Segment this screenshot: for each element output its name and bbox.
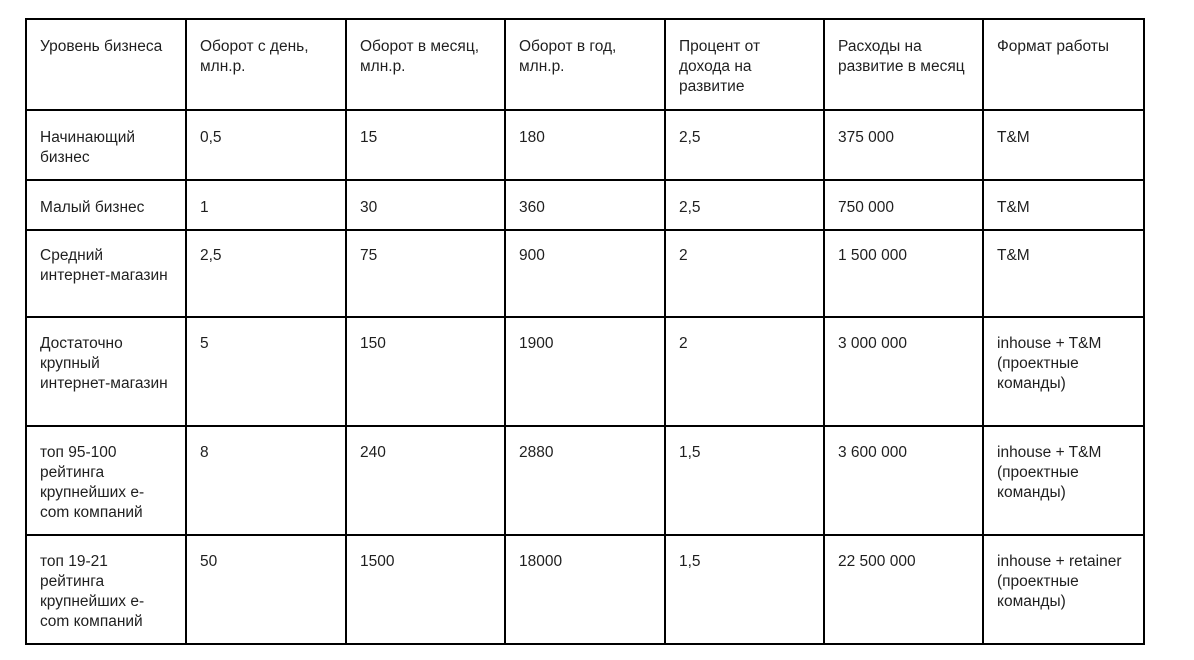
table-cell: топ 95-100 рейтинга крупнейших e-com компаний (26, 426, 186, 535)
table-row (26, 317, 1144, 426)
table-cell: T&M (983, 180, 1144, 230)
table-cell: 900 (505, 230, 665, 317)
table-cell: 1900 (505, 317, 665, 426)
header-cell-daily-turnover: Оборот с день, млн.р. (186, 19, 346, 110)
business-levels-table-wrapper (25, 18, 1145, 645)
table-cell: 5 (186, 317, 346, 426)
table-cell: 2,5 (665, 110, 824, 180)
table-cell: 150 (346, 317, 505, 426)
table-row (26, 426, 1144, 535)
table-cell: Достаточно крупный интернет-магазин (26, 317, 186, 426)
table-cell: 1500 (346, 535, 505, 644)
table-cell: inhouse + retainer (проектные команды) (983, 535, 1144, 644)
table-cell: 750 000 (824, 180, 983, 230)
table-cell: 3 000 000 (824, 317, 983, 426)
table-cell: 375 000 (824, 110, 983, 180)
table-cell: 2 (665, 230, 824, 317)
table-cell: топ 19-21 рейтинга крупнейших e-com компаний (26, 535, 186, 644)
table-cell: 18000 (505, 535, 665, 644)
table-cell: 15 (346, 110, 505, 180)
header-cell-monthly-turnover: Оборот в месяц, млн.р. (346, 19, 505, 110)
table-cell: 1 500 000 (824, 230, 983, 317)
header-cell-development-expenses: Расходы на развитие в месяц (824, 19, 983, 110)
table-cell: T&M (983, 110, 1144, 180)
header-cell-business-level: Уровень бизнеса (26, 19, 186, 110)
table-cell: 0,5 (186, 110, 346, 180)
table-row (26, 110, 1144, 180)
table-cell: 22 500 000 (824, 535, 983, 644)
header-cell-work-format: Формат работы (983, 19, 1144, 110)
table-cell: 2,5 (665, 180, 824, 230)
table-cell: Начинающий бизнес (26, 110, 186, 180)
table-cell: 3 600 000 (824, 426, 983, 535)
table-cell: 1 (186, 180, 346, 230)
table-cell: 8 (186, 426, 346, 535)
header-cell-development-percent: Процент от дохода на развитие (665, 19, 824, 110)
table-row (26, 230, 1144, 317)
table-cell: T&M (983, 230, 1144, 317)
table-cell: inhouse + T&M (проектные команды) (983, 426, 1144, 535)
table-cell: 2 (665, 317, 824, 426)
table-cell: 2,5 (186, 230, 346, 317)
table-cell: 75 (346, 230, 505, 317)
table-cell: 30 (346, 180, 505, 230)
table-cell: inhouse + T&M (проектные команды) (983, 317, 1144, 426)
table-cell: 2880 (505, 426, 665, 535)
table-cell: 180 (505, 110, 665, 180)
table-cell: Малый бизнес (26, 180, 186, 230)
table-cell: 240 (346, 426, 505, 535)
table-row (26, 180, 1144, 230)
business-levels-table (25, 18, 1145, 645)
table-cell: 50 (186, 535, 346, 644)
table-row (26, 535, 1144, 644)
table-cell: 1,5 (665, 426, 824, 535)
table-cell: 1,5 (665, 535, 824, 644)
table-cell: 360 (505, 180, 665, 230)
table-cell: Средний интернет-магазин (26, 230, 186, 317)
header-cell-yearly-turnover: Оборот в год, млн.р. (505, 19, 665, 110)
table-header-row (26, 19, 1144, 110)
